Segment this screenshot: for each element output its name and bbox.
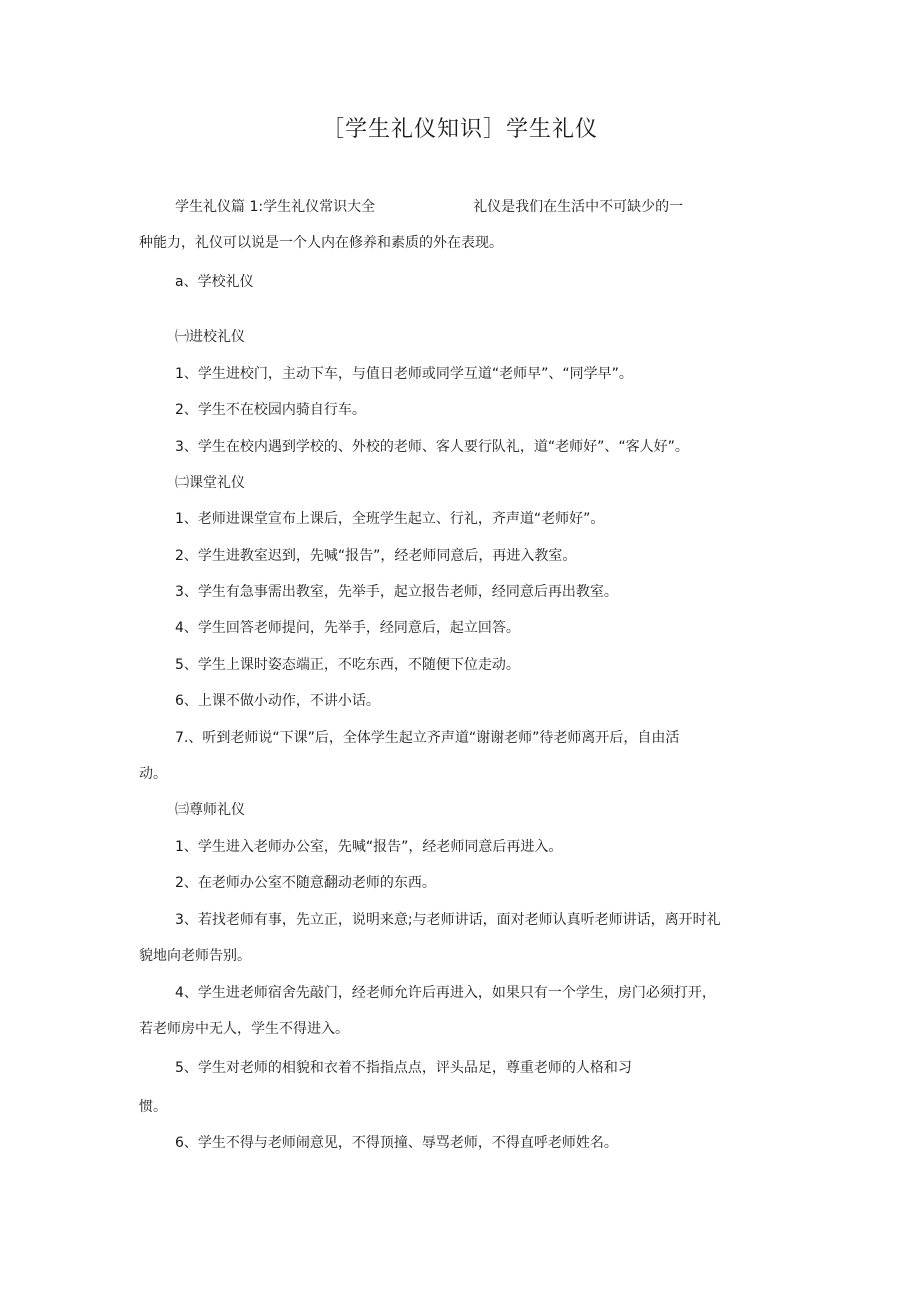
list-item: 2、学生不在校园内骑自行车。	[175, 402, 366, 418]
list-item: 2、在老师办公室不随意翻动老师的东西。	[175, 875, 436, 891]
intro-text-continued: 种能力，礼仪可以说是一个人内在修养和素质的外在表现。	[139, 235, 503, 251]
list-item: 3、若找老师有事，先立正，说明来意;与老师讲话，面对老师认真听老师讲话，离开时礼	[175, 912, 721, 928]
list-item: 3、学生有急事需出教室，先举手，起立报告老师，经同意后再出教室。	[175, 584, 618, 600]
list-item: 2、学生进教室迟到，先喊“报告”，经老师同意后，再进入教室。	[175, 548, 577, 564]
intro-heading: 学生礼仪篇 1:学生礼仪常识大全	[175, 199, 376, 215]
list-item: 5、学生对老师的相貌和衣着不指指点点，评头品足，尊重老师的人格和习	[175, 1060, 632, 1076]
list-item: 1、学生进校门，主动下车，与值日老师或同学互道“老师早”、“同学早”。	[175, 366, 633, 382]
document-title: ［学生礼仪知识］学生礼仪	[321, 117, 598, 142]
list-item: 1、学生进入老师办公室，先喊“报告”，经老师同意后再进入。	[175, 839, 563, 855]
list-item: 4、学生进老师宿舍先敲门，经老师允许后再进入，如果只有一个学生，房门必须打开，	[175, 985, 716, 1001]
list-item: 5、学生上课时姿态端正，不吃东西，不随便下位走动。	[175, 657, 520, 673]
list-item-continued: 惯。	[139, 1099, 167, 1115]
list-item: 6、上课不做小动作，不讲小话。	[175, 693, 380, 709]
list-item: 3、学生在校内遇到学校的、外校的老师、客人要行队礼，道“老师好”、“客人好”。	[175, 439, 689, 455]
list-item-continued: 貌地向老师告别。	[139, 948, 251, 964]
list-item-continued: 若老师房中无人，学生不得进入。	[139, 1021, 349, 1037]
intro-text: 礼仪是我们在生活中不可缺少的一	[473, 199, 684, 215]
list-item-continued: 动。	[139, 766, 167, 782]
list-item: 4、学生回答老师提问，先举手，经同意后，起立回答。	[175, 620, 520, 636]
list-item: 1、老师进课堂宣布上课后，全班学生起立、行礼，齐声道“老师好”。	[175, 511, 605, 527]
intro-line	[175, 198, 683, 216]
subsection-title-classroom: ㈡课堂礼仪	[175, 475, 245, 491]
subsection-title-entering-school: ㈠进校礼仪	[175, 329, 245, 345]
subsection-title-respecting-teachers: ㈢尊师礼仪	[175, 802, 245, 818]
list-item: 6、学生不得与老师闹意见，不得顶撞、辱骂老师，不得直呼老师姓名。	[175, 1135, 618, 1151]
list-item: 7.、听到老师说“下课”后，全体学生起立齐声道“谢谢老师”待老师离开后，自由活	[175, 730, 680, 746]
section-heading-school-etiquette: a、学校礼仪	[175, 274, 254, 290]
